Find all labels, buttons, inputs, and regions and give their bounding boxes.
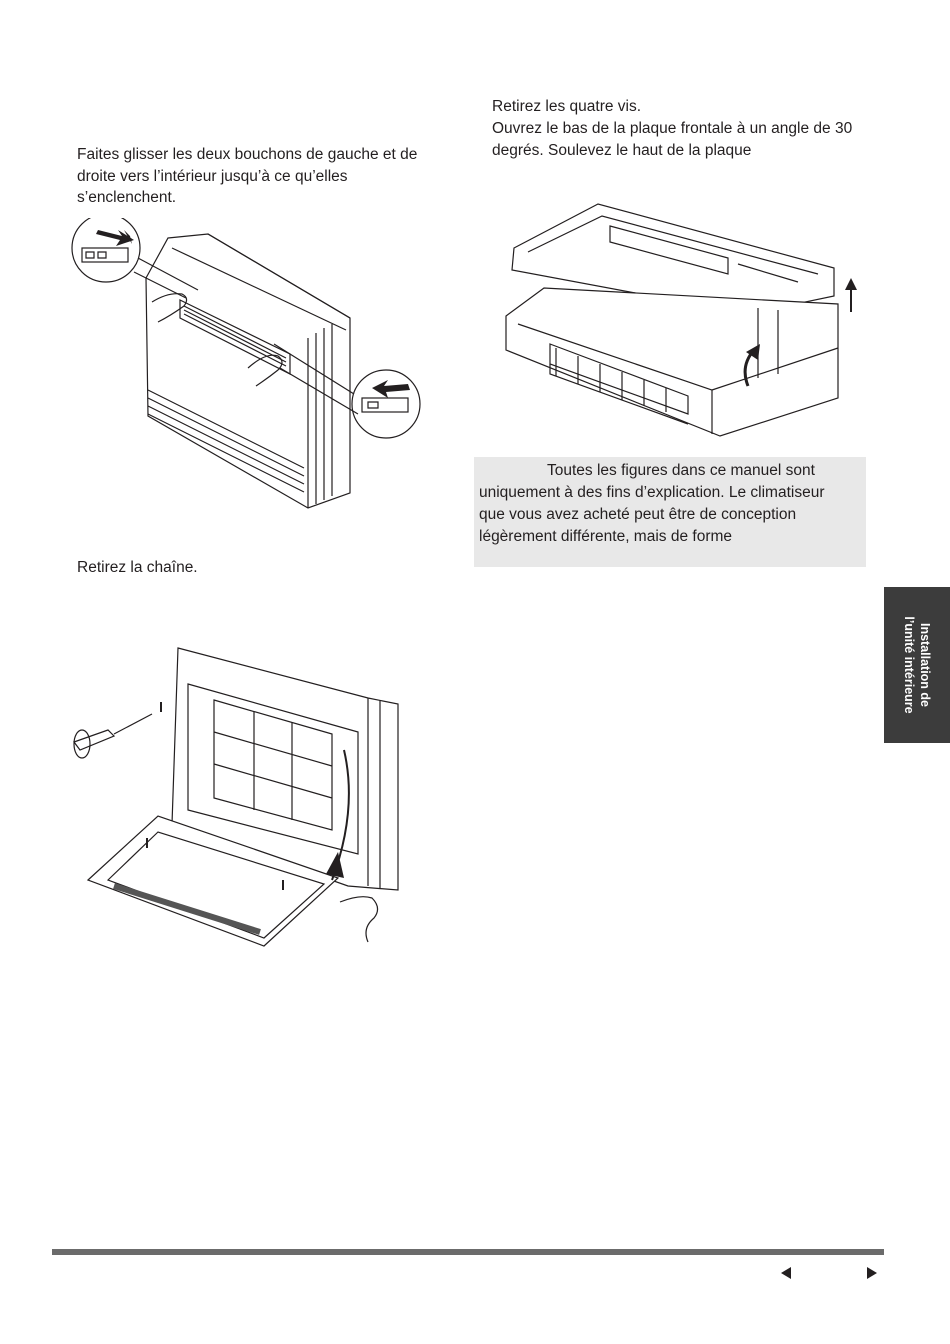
triangle-right-icon bbox=[866, 1267, 878, 1279]
step3-line1: Retirez les quatre vis. bbox=[492, 98, 642, 115]
figure-open-front-plate bbox=[498, 198, 868, 443]
side-tab-label bbox=[901, 616, 933, 713]
section-side-tab bbox=[884, 587, 950, 743]
figure-slide-caps bbox=[68, 218, 428, 518]
step3-line2: Ouvrez le bas de la plaque frontale à un angle de 30 degrés. Soulevez le haut de la plaque bbox=[492, 120, 853, 159]
step1-instruction: Faites glisser les deux bouchons de gauche et de droite vers l’intérieur jusqu’à ce qu’elles s’enclenchent. bbox=[77, 146, 418, 206]
figure-remove-panel bbox=[68, 640, 408, 950]
step2-instruction: Retirez la chaîne. bbox=[77, 559, 198, 576]
note-box bbox=[474, 457, 866, 567]
triangle-left-icon bbox=[780, 1267, 792, 1279]
note-text: Toutes les figures dans ce manuel sont uniquement à des fins d’explication. Le climatiseur que vous avez acheté peut être de conception légèrement différente, mais de forme bbox=[479, 462, 825, 545]
previous-page-button[interactable] bbox=[778, 1266, 794, 1280]
footer-rule bbox=[52, 1249, 884, 1255]
side-tab-line2: l’unité intérieure bbox=[902, 616, 916, 714]
side-tab-line1: Installation de bbox=[918, 622, 932, 708]
next-page-button[interactable] bbox=[864, 1266, 880, 1280]
